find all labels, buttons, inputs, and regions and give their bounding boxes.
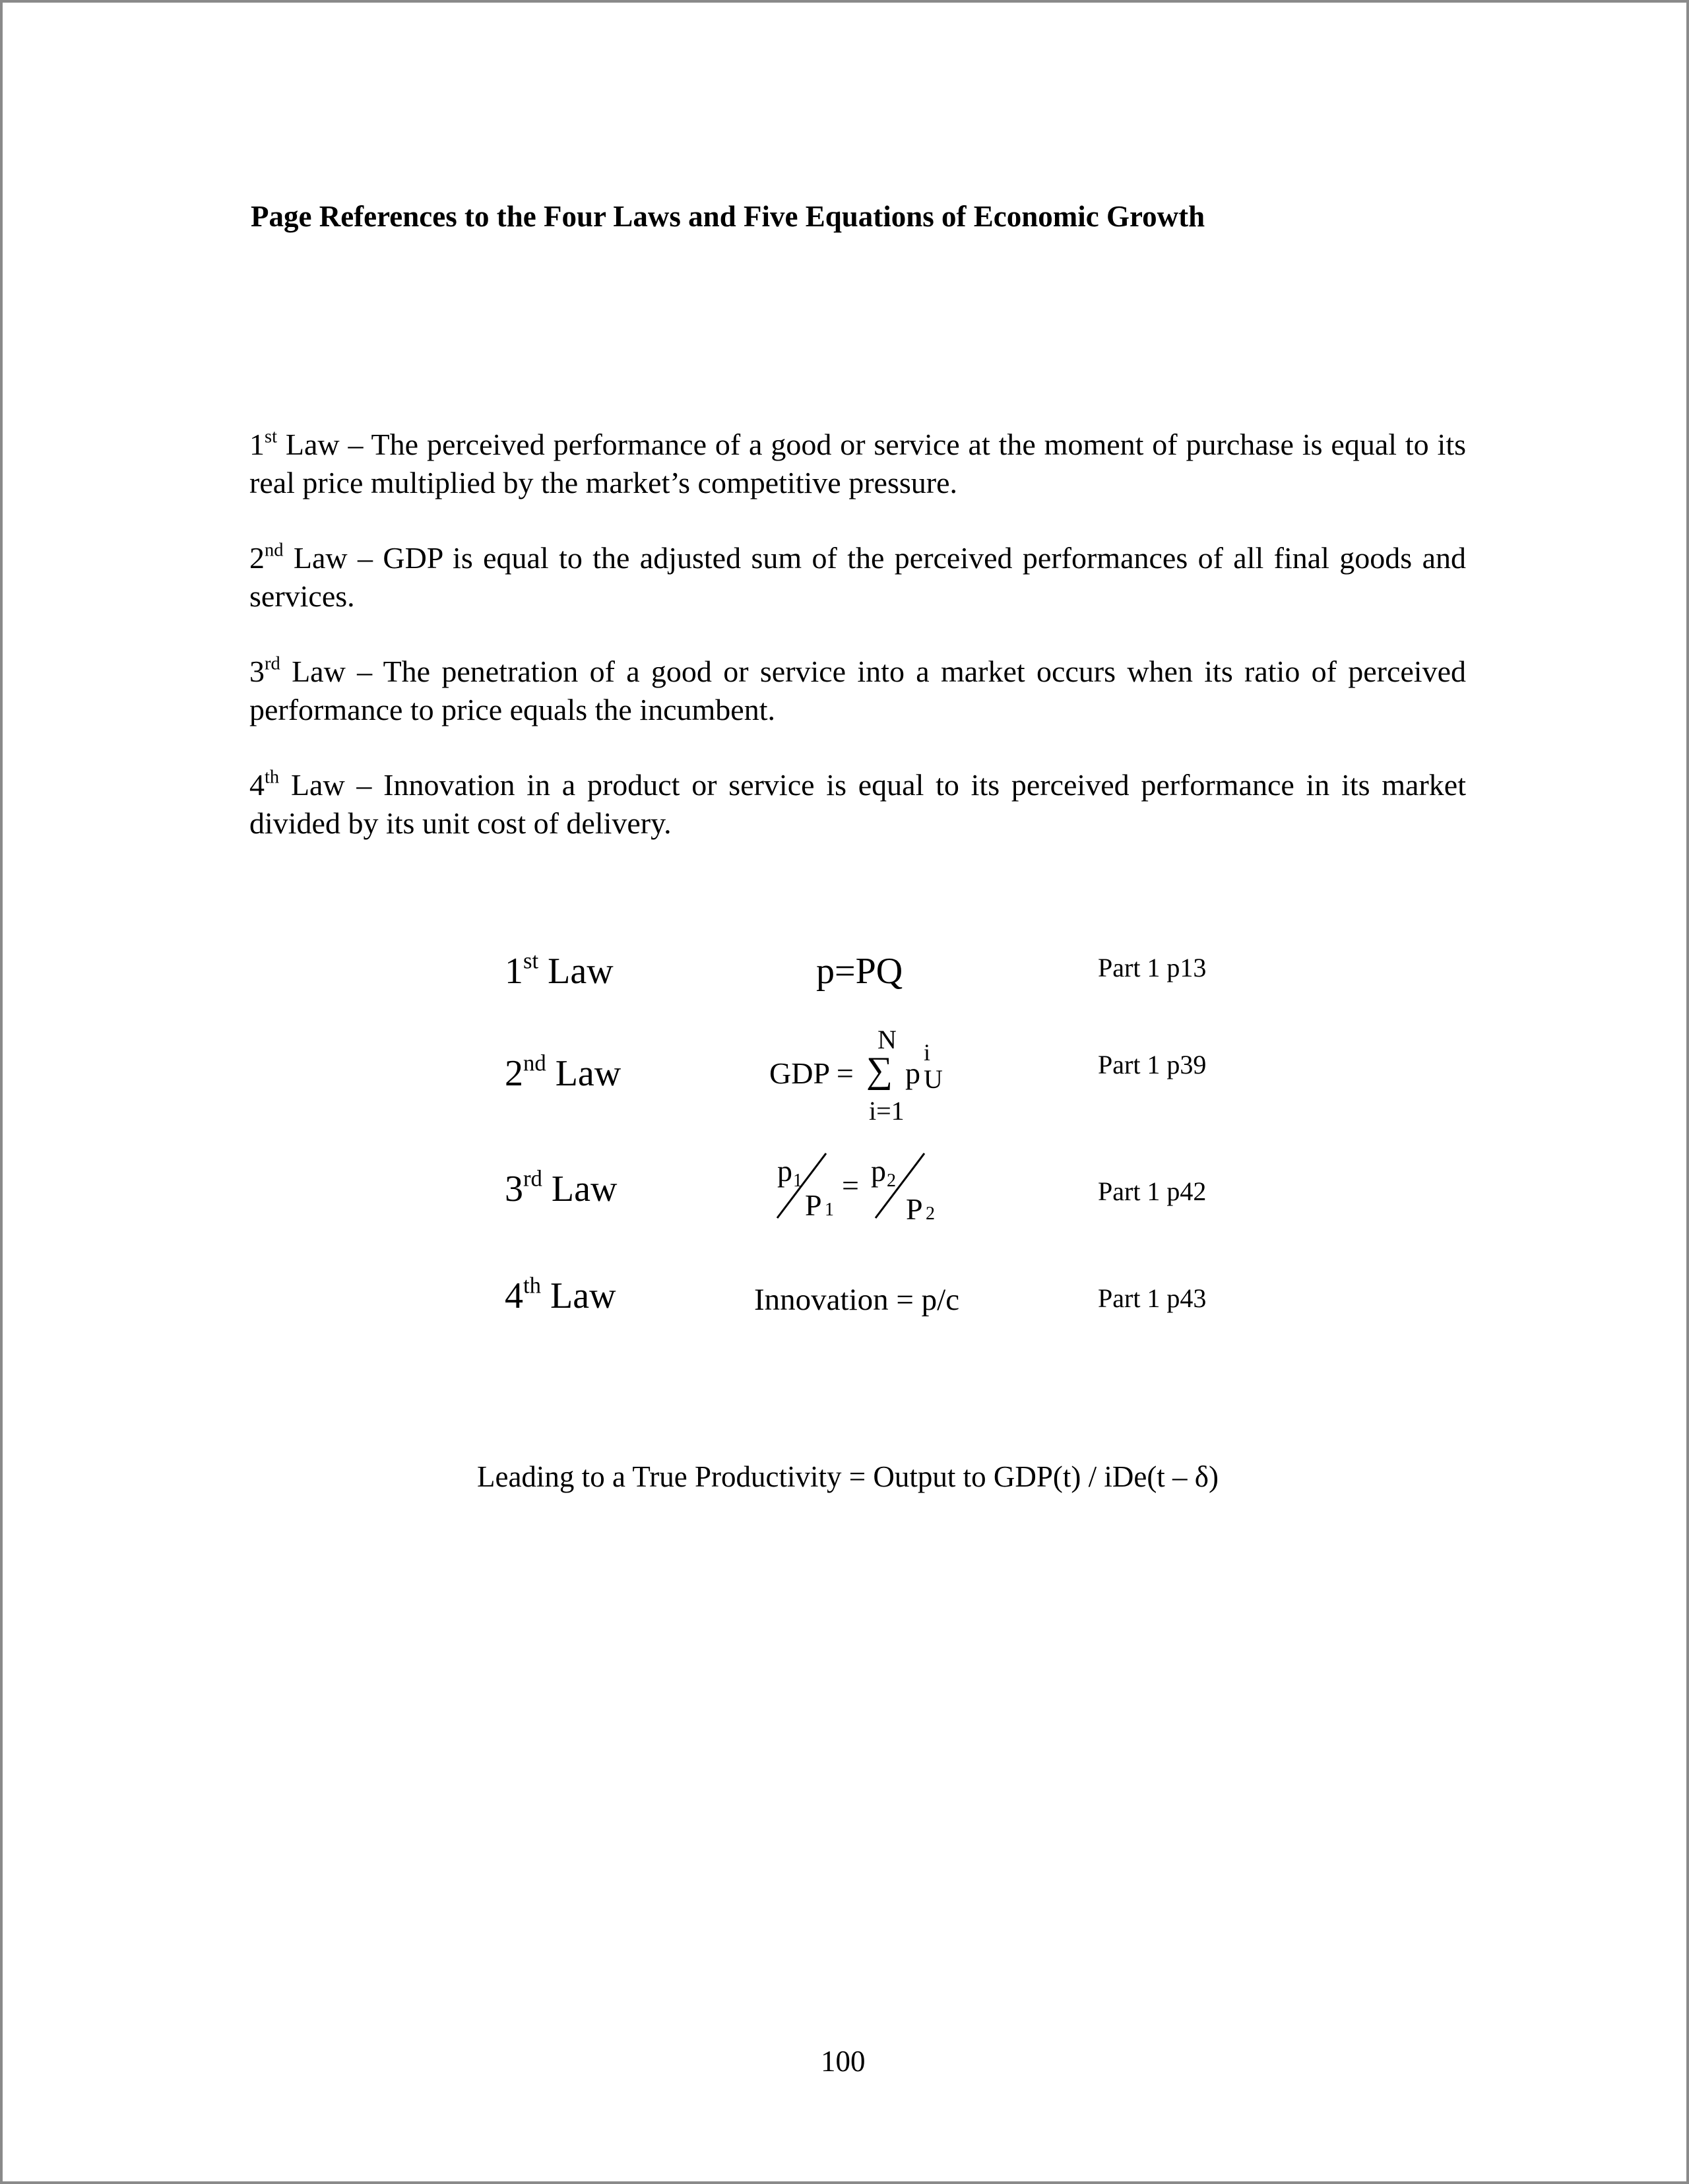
table-law-3-reference: Part 1 p42 (1098, 1176, 1207, 1206)
summation-icon: ∑ (866, 1050, 893, 1091)
table-law-4-label (505, 1272, 616, 1317)
table-law-3-label (505, 1165, 618, 1210)
table-law-1-suffix: st (523, 947, 539, 974)
table-law-4-number: 4 (505, 1275, 523, 1316)
law-2-suffix: nd (265, 540, 284, 561)
table-law-4-reference: Part 1 p43 (1098, 1283, 1207, 1313)
table-law-2-suffix: nd (523, 1050, 546, 1076)
eq3-p2: p (871, 1154, 886, 1188)
eq3-P2-sub: 2 (926, 1204, 935, 1224)
law-3-suffix: rd (265, 653, 280, 674)
page-number: 100 (821, 2045, 866, 2078)
table-law-3-word: Law (542, 1169, 618, 1209)
eq3-P2: P (906, 1192, 923, 1226)
law-1-suffix: st (265, 426, 278, 447)
law-3-paragraph (249, 653, 1466, 729)
table-law-1-number: 1 (505, 951, 523, 992)
table-law-2-reference: Part 1 p39 (1098, 1050, 1207, 1079)
eq3-p1-sub: 1 (793, 1171, 802, 1191)
eq3-equals: = (842, 1169, 859, 1202)
law-4-number: 4 (249, 768, 265, 802)
table-law-1-label (505, 947, 614, 992)
equation-4: Innovation = p/c (754, 1283, 960, 1317)
table-law-3-suffix: rd (523, 1165, 542, 1192)
equation-2-superscript: i (924, 1039, 931, 1066)
law-1-text: Law – The perceived performance of a good or service at the moment of purchase is equal to its real price multiplied by the market’s competitive pressure. (249, 428, 1466, 499)
table-law-2-label (505, 1052, 621, 1095)
table-law-4-suffix: th (523, 1272, 542, 1299)
law-3-text: Law – The penetration of a good or service into a market occurs when its ratio of perceived performance to price equals the incumbent. (249, 655, 1466, 726)
productivity-statement: Leading to a True Productivity = Output to GDP(t) / iDe(t – δ) (477, 1460, 1219, 1493)
table-law-4-word: Law (541, 1275, 616, 1316)
table-law-2-number: 2 (505, 1053, 523, 1094)
equation-2-subscript: U (924, 1064, 943, 1094)
equation-3 (772, 1148, 943, 1227)
table-law-1-reference: Part 1 p13 (1098, 953, 1207, 982)
eq3-P1: P (805, 1188, 822, 1222)
law-4-text: Law – Innovation in a product or service is equal to its perceived performance in its market divided by its unit cost of delivery. (249, 768, 1466, 840)
law-2-paragraph (249, 539, 1466, 616)
equation-2-term: p (905, 1056, 920, 1090)
law-4-suffix: th (265, 767, 280, 788)
table-law-1-word: Law (538, 951, 614, 992)
equation-2-upper-limit: N (877, 1025, 897, 1054)
law-4-paragraph (249, 766, 1466, 843)
law-1-number: 1 (249, 428, 265, 461)
equation-2-lower-limit: i=1 (869, 1096, 905, 1126)
law-2-text: Law – GDP is equal to the adjusted sum of the perceived performances of all final goods and services. (249, 541, 1466, 613)
law-3-number: 3 (249, 655, 265, 688)
page-heading: Page References to the Four Laws and Five Equations of Economic Growth (251, 200, 1205, 233)
eq3-p1: p (777, 1154, 792, 1188)
law-2-number: 2 (249, 541, 265, 575)
eq3-P1-sub: 1 (825, 1200, 834, 1220)
law-1-paragraph (249, 426, 1466, 502)
table-law-2-word: Law (546, 1053, 621, 1094)
eq3-p2-sub: 2 (887, 1171, 896, 1191)
equation-1: p=PQ (816, 951, 903, 992)
table-law-3-number: 3 (505, 1169, 523, 1209)
equation-2-lhs: GDP = (769, 1056, 854, 1090)
